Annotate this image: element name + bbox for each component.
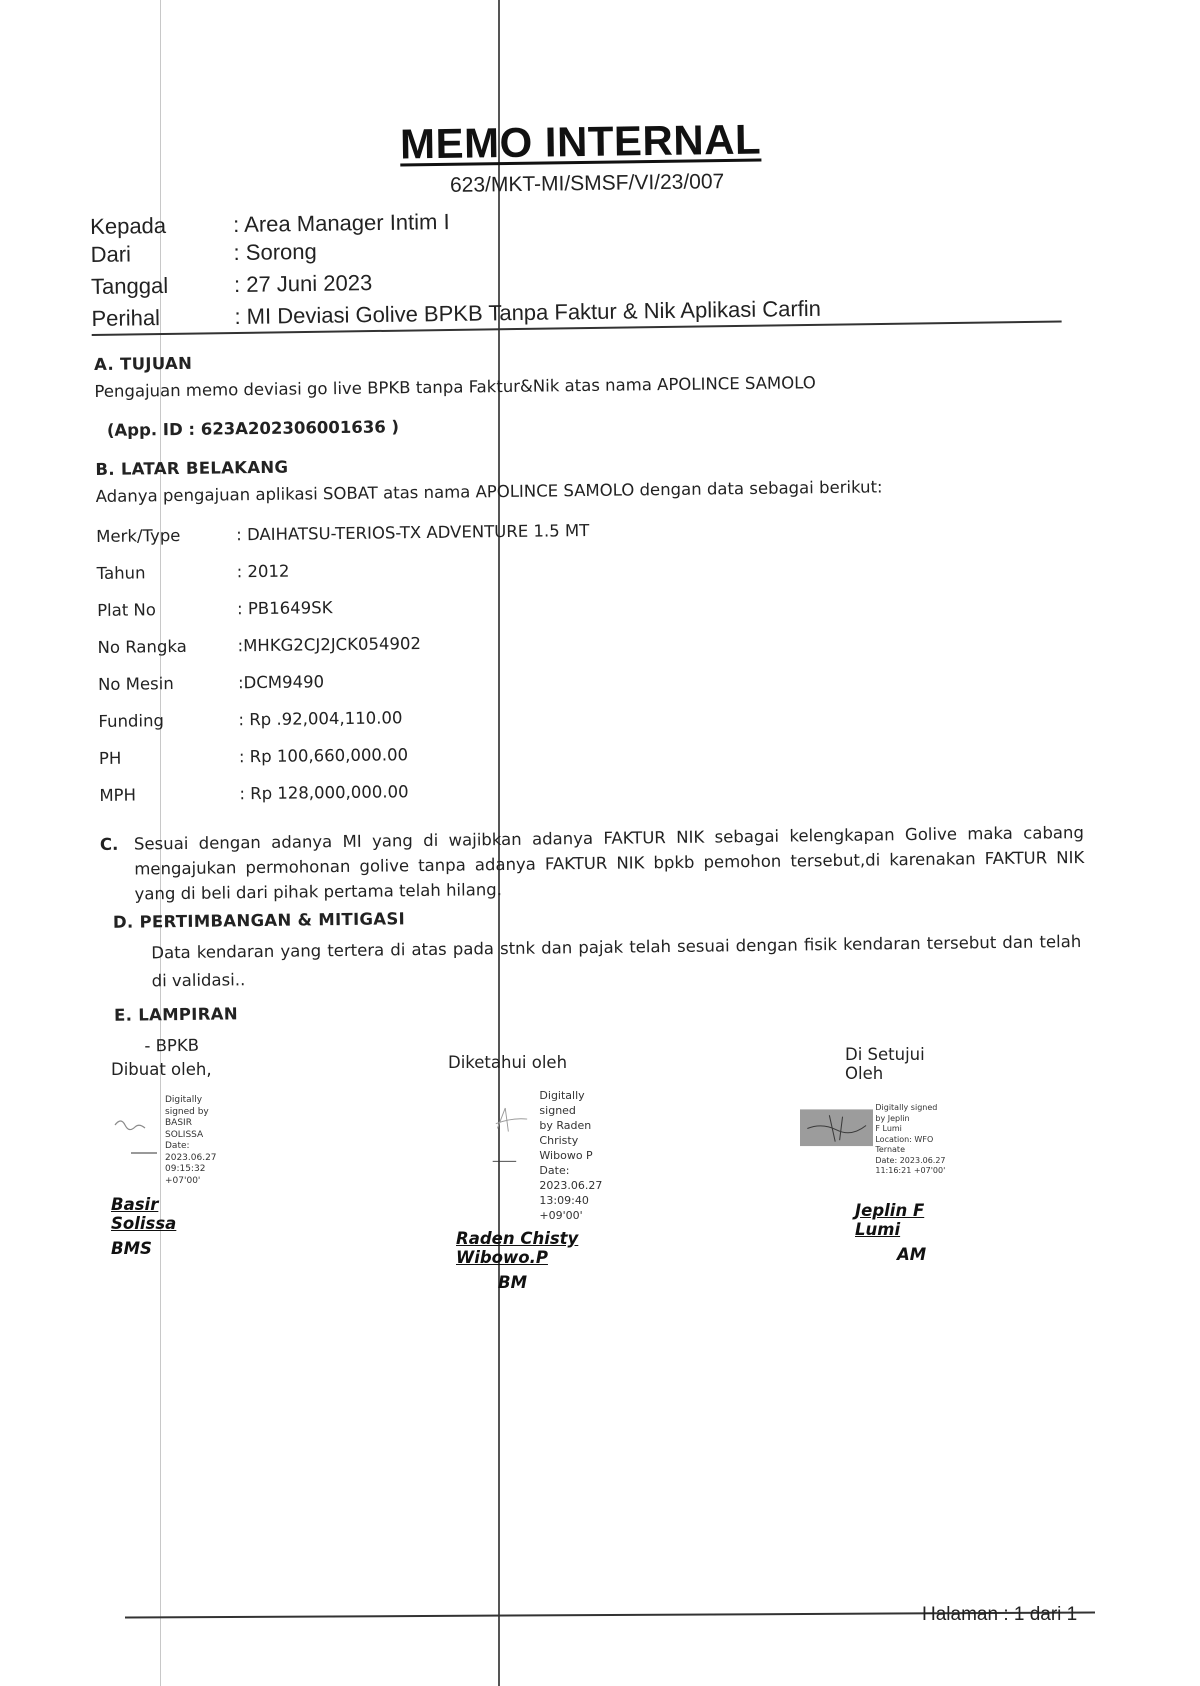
section-a-title: A. TUJUAN: [94, 353, 193, 374]
made-by-heading: Dibuat oleh,: [111, 1060, 212, 1079]
signature-scribble-icon: [488, 1088, 533, 1172]
approved-by-heading: Di Setujui Oleh: [845, 1045, 925, 1083]
spec-label: No Rangka: [97, 636, 187, 657]
stamp-line: BASIR: [165, 1118, 192, 1128]
spec-label: Merk/Type: [96, 525, 181, 546]
stamp-line: Wibowo P: [539, 1149, 593, 1162]
section-c: [100, 820, 1101, 907]
approved-by-digital-stamp: [875, 1103, 947, 1177]
stamp-line: Date: 2023.06.27: [539, 1164, 603, 1192]
spec-value: : PB1649SK: [236, 598, 333, 619]
section-d-title: D. PERTIMBANGAN & MITIGASI: [112, 909, 406, 932]
section-a: [94, 343, 1095, 440]
acknowledged-by-role: BM: [498, 1273, 527, 1292]
stamp-line: 13:09:40 +09'00': [539, 1194, 589, 1222]
spec-label: PH: [98, 748, 122, 768]
stamp-line: signed by: [165, 1106, 209, 1117]
made-by-signature-box: [111, 1095, 217, 1187]
memo-body: [94, 343, 1102, 1056]
acknowledged-by-name: Raden Chisty Wibowo.P: [456, 1229, 579, 1267]
signature-scribble-icon: [800, 1099, 873, 1155]
spec-label: Tahun: [96, 563, 146, 583]
stamp-line: 11:16:21 +07'00': [875, 1166, 946, 1175]
signature-acknowledged-by: [448, 1053, 615, 1292]
spec-label: Plat No: [97, 600, 157, 620]
app-id: (App. ID : 623A202306001636 ): [106, 417, 400, 440]
stamp-line: SOLISSA: [165, 1129, 204, 1140]
from-label: Dari: [90, 241, 132, 267]
vehicle-spec-table: [96, 506, 1100, 814]
memo-header: [90, 198, 1062, 336]
spec-value: :DCM9490: [237, 672, 325, 693]
acknowledged-by-digital-stamp: [539, 1088, 615, 1223]
stamp-line: Digitally signed by Jeplin: [875, 1103, 938, 1123]
spec-label: Funding: [98, 711, 165, 731]
stamp-line: 09:15:32: [165, 1164, 206, 1174]
subject-value: : MI Deviasi Golive BPKB Tanpa Faktur & Nik Aplikasi Carfin: [234, 295, 822, 329]
section-e-title: E. LAMPIRAN: [113, 1004, 238, 1025]
stamp-line: +07'00': [165, 1175, 201, 1186]
date-label: Tanggal: [90, 272, 169, 299]
acknowledged-by-signature-box: [488, 1088, 615, 1223]
stamp-line: Date: 2023.06.27: [875, 1155, 946, 1165]
spec-value: : Rp 128,000,000.00: [239, 782, 409, 804]
stamp-line: Location: WFO Ternate: [875, 1134, 934, 1154]
acknowledged-by-heading: Diketahui oleh: [448, 1053, 568, 1072]
made-by-digital-stamp: [165, 1095, 217, 1187]
approved-by-signature-box: [800, 1099, 948, 1177]
memo-title: MEMO INTERNAL: [399, 115, 762, 168]
spec-value: : Rp 100,660,000.00: [238, 745, 409, 767]
attachment-item: - BPKB: [144, 1035, 200, 1056]
made-by-name: Basir Solissa: [111, 1195, 177, 1233]
subject-label: Perihal: [91, 305, 161, 331]
section-e: [114, 994, 1103, 1056]
section-b: [95, 448, 1099, 814]
section-a-text: Pengajuan memo deviasi go live BPKB tanpa Faktur&Nik atas nama APOLINCE SAMOLO: [94, 373, 816, 401]
from-value: : Sorong: [233, 238, 317, 265]
stamp-line: Date:: [165, 1141, 190, 1151]
page-number: Halaman : 1 dari 1: [922, 1604, 1078, 1625]
spec-label: No Mesin: [97, 674, 174, 694]
signature-approved-by: [845, 1045, 948, 1264]
section-c-letter: C.: [99, 834, 119, 854]
memo-number: 623/MKT-MI/SMSF/VI/23/007: [449, 170, 725, 197]
approved-by-role: AM: [897, 1244, 927, 1264]
made-by-role: BMS: [111, 1239, 152, 1258]
stamp-line: 2023.06.27: [165, 1152, 217, 1163]
date-value: : 27 Juni 2023: [233, 270, 373, 297]
spec-value: :MHKG2CJ2JCK054902: [237, 634, 422, 656]
stamp-line: Digitally: [165, 1095, 203, 1105]
signature-scribble-icon: [111, 1095, 159, 1155]
spec-label: MPH: [99, 785, 137, 805]
to-value: : Area Manager Intim I: [233, 208, 450, 238]
spec-value: : DAIHATSU-TERIOS-TX ADVENTURE 1.5 MT: [236, 520, 590, 545]
spec-value: : 2012: [236, 561, 290, 582]
signature-made-by: [111, 1060, 217, 1258]
section-d-text: Data kendaran yang tertera di atas pada stnk dan pajak telah sesuai dengan fisik kendaran tersebut dan telah di validasi..: [151, 931, 1082, 991]
stamp-line: F Lumi: [875, 1124, 902, 1133]
section-b-text: Adanya pengajuan aplikasi SOBAT atas nama APOLINCE SAMOLO dengan data sebagai berikut:: [95, 477, 883, 506]
stamp-line: by Raden Christy: [539, 1119, 592, 1147]
to-label: Kepada: [90, 212, 167, 239]
spec-value: : Rp .92,004,110.00: [238, 708, 403, 730]
stamp-line: Digitally signed: [539, 1089, 585, 1117]
section-d: [113, 901, 1102, 996]
section-b-title: B. LATAR BELAKANG: [95, 457, 289, 479]
section-c-text: Sesuai dengan adanya MI yang di wajibkan adanya FAKTUR NIK sebagai kelengkapan Golive maka cabang mengajukan permohonan golive tanpa adanya FAKTUR NIK bpkb pemohon tersebut,di karenakan FAKTUR NIK yang di beli dari pihak pertama telah hilang.: [133, 822, 1085, 904]
approved-by-name: Jeplin F Lumi: [855, 1200, 925, 1239]
